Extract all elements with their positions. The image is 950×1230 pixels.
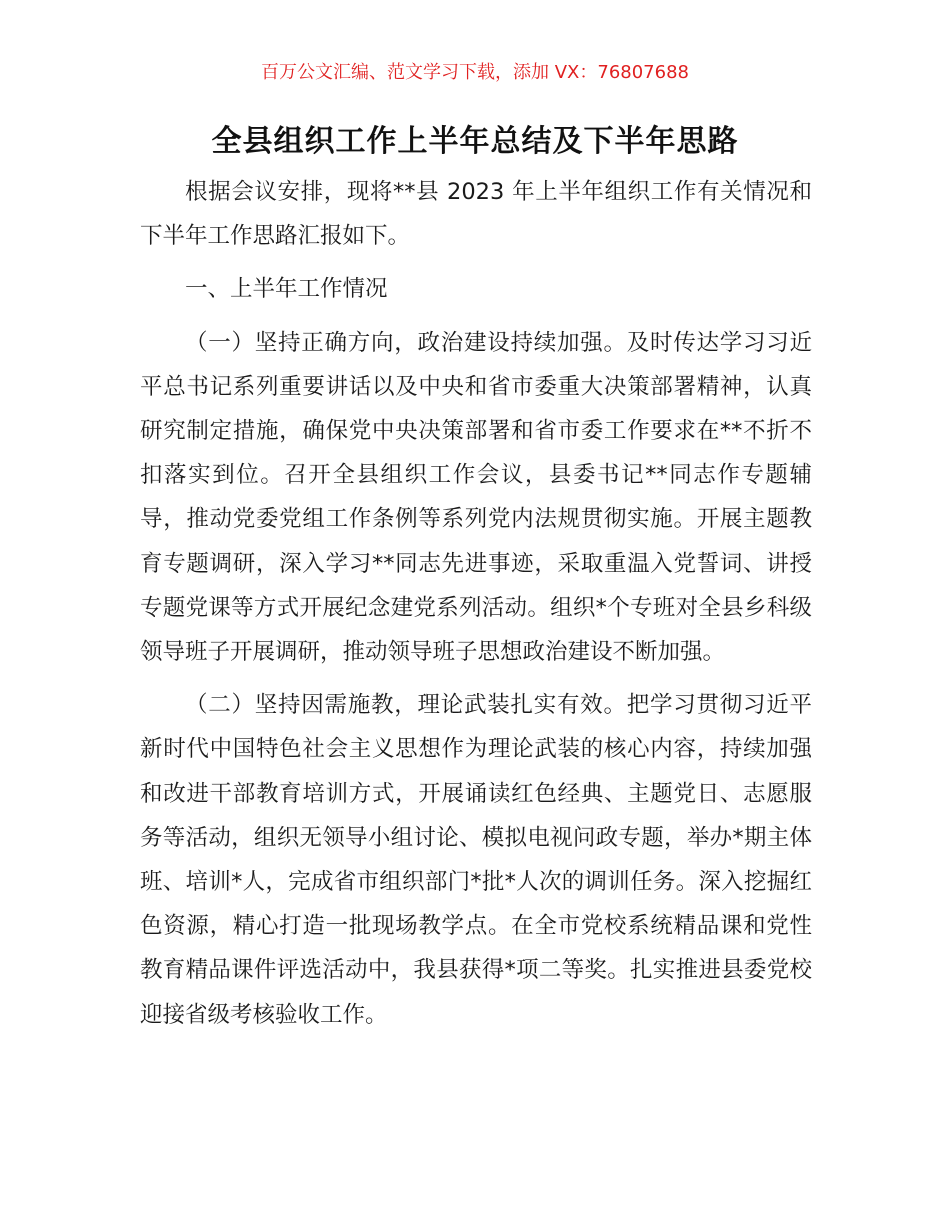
section-heading: 一、上半年工作情况 <box>185 276 388 303</box>
header-banner: 百万公文汇编、范文学习下载，添加 VX：76807688 <box>261 62 689 83</box>
document-title: 全县组织工作上半年总结及下半年思路 <box>211 124 739 159</box>
paragraph-political-building: （一）坚持正确方向，政治建设持续加强。及时传达学习习近平总书记系列重要讲话以及中央和省市委重大决策部署精神，认真研究制定措施，确保党中央决策部署和省市委工作要求在**不折不扣落实到位。召开全县组织工作会议，县委书记**同志作专题辅导，推动党委党组工作条例等系列党内法规贯彻实施。开展主题教育专题调研，深入学习**同志先进事迹，采取重温入党誓词、讲授专题党课等方式开展纪念建党系列活动。组织*个专班对全县乡科级领导班子开展调研，推动领导班子思想政治建设不断加强。 <box>140 329 812 666</box>
paragraph-theory-education: （二）坚持因需施教，理论武装扎实有效。把学习贯彻习近平新时代中国特色社会主义思想作为理论武装的核心内容，持续加强和改进干部教育培训方式，开展诵读红色经典、主题党日、志愿服务等活动，组织无领导小组讨论、模拟电视问政专题，举办*期主体班、培训*人，完成省市组织部门*批*人次的调训任务。深入挖掘红色资源，精心打造一批现场教学点。在全市党校系统精品课和党性教育精品课件评选活动中，我县获得*项二等奖。扎实推进县委党校迎接省级考核验收工作。 <box>140 692 812 1028</box>
document-body <box>140 170 812 1037</box>
paragraph-intro: 根据会议安排，现将**县 2023 年上半年组织工作有关情况和下半年工作思路汇报如下。 <box>140 179 812 250</box>
